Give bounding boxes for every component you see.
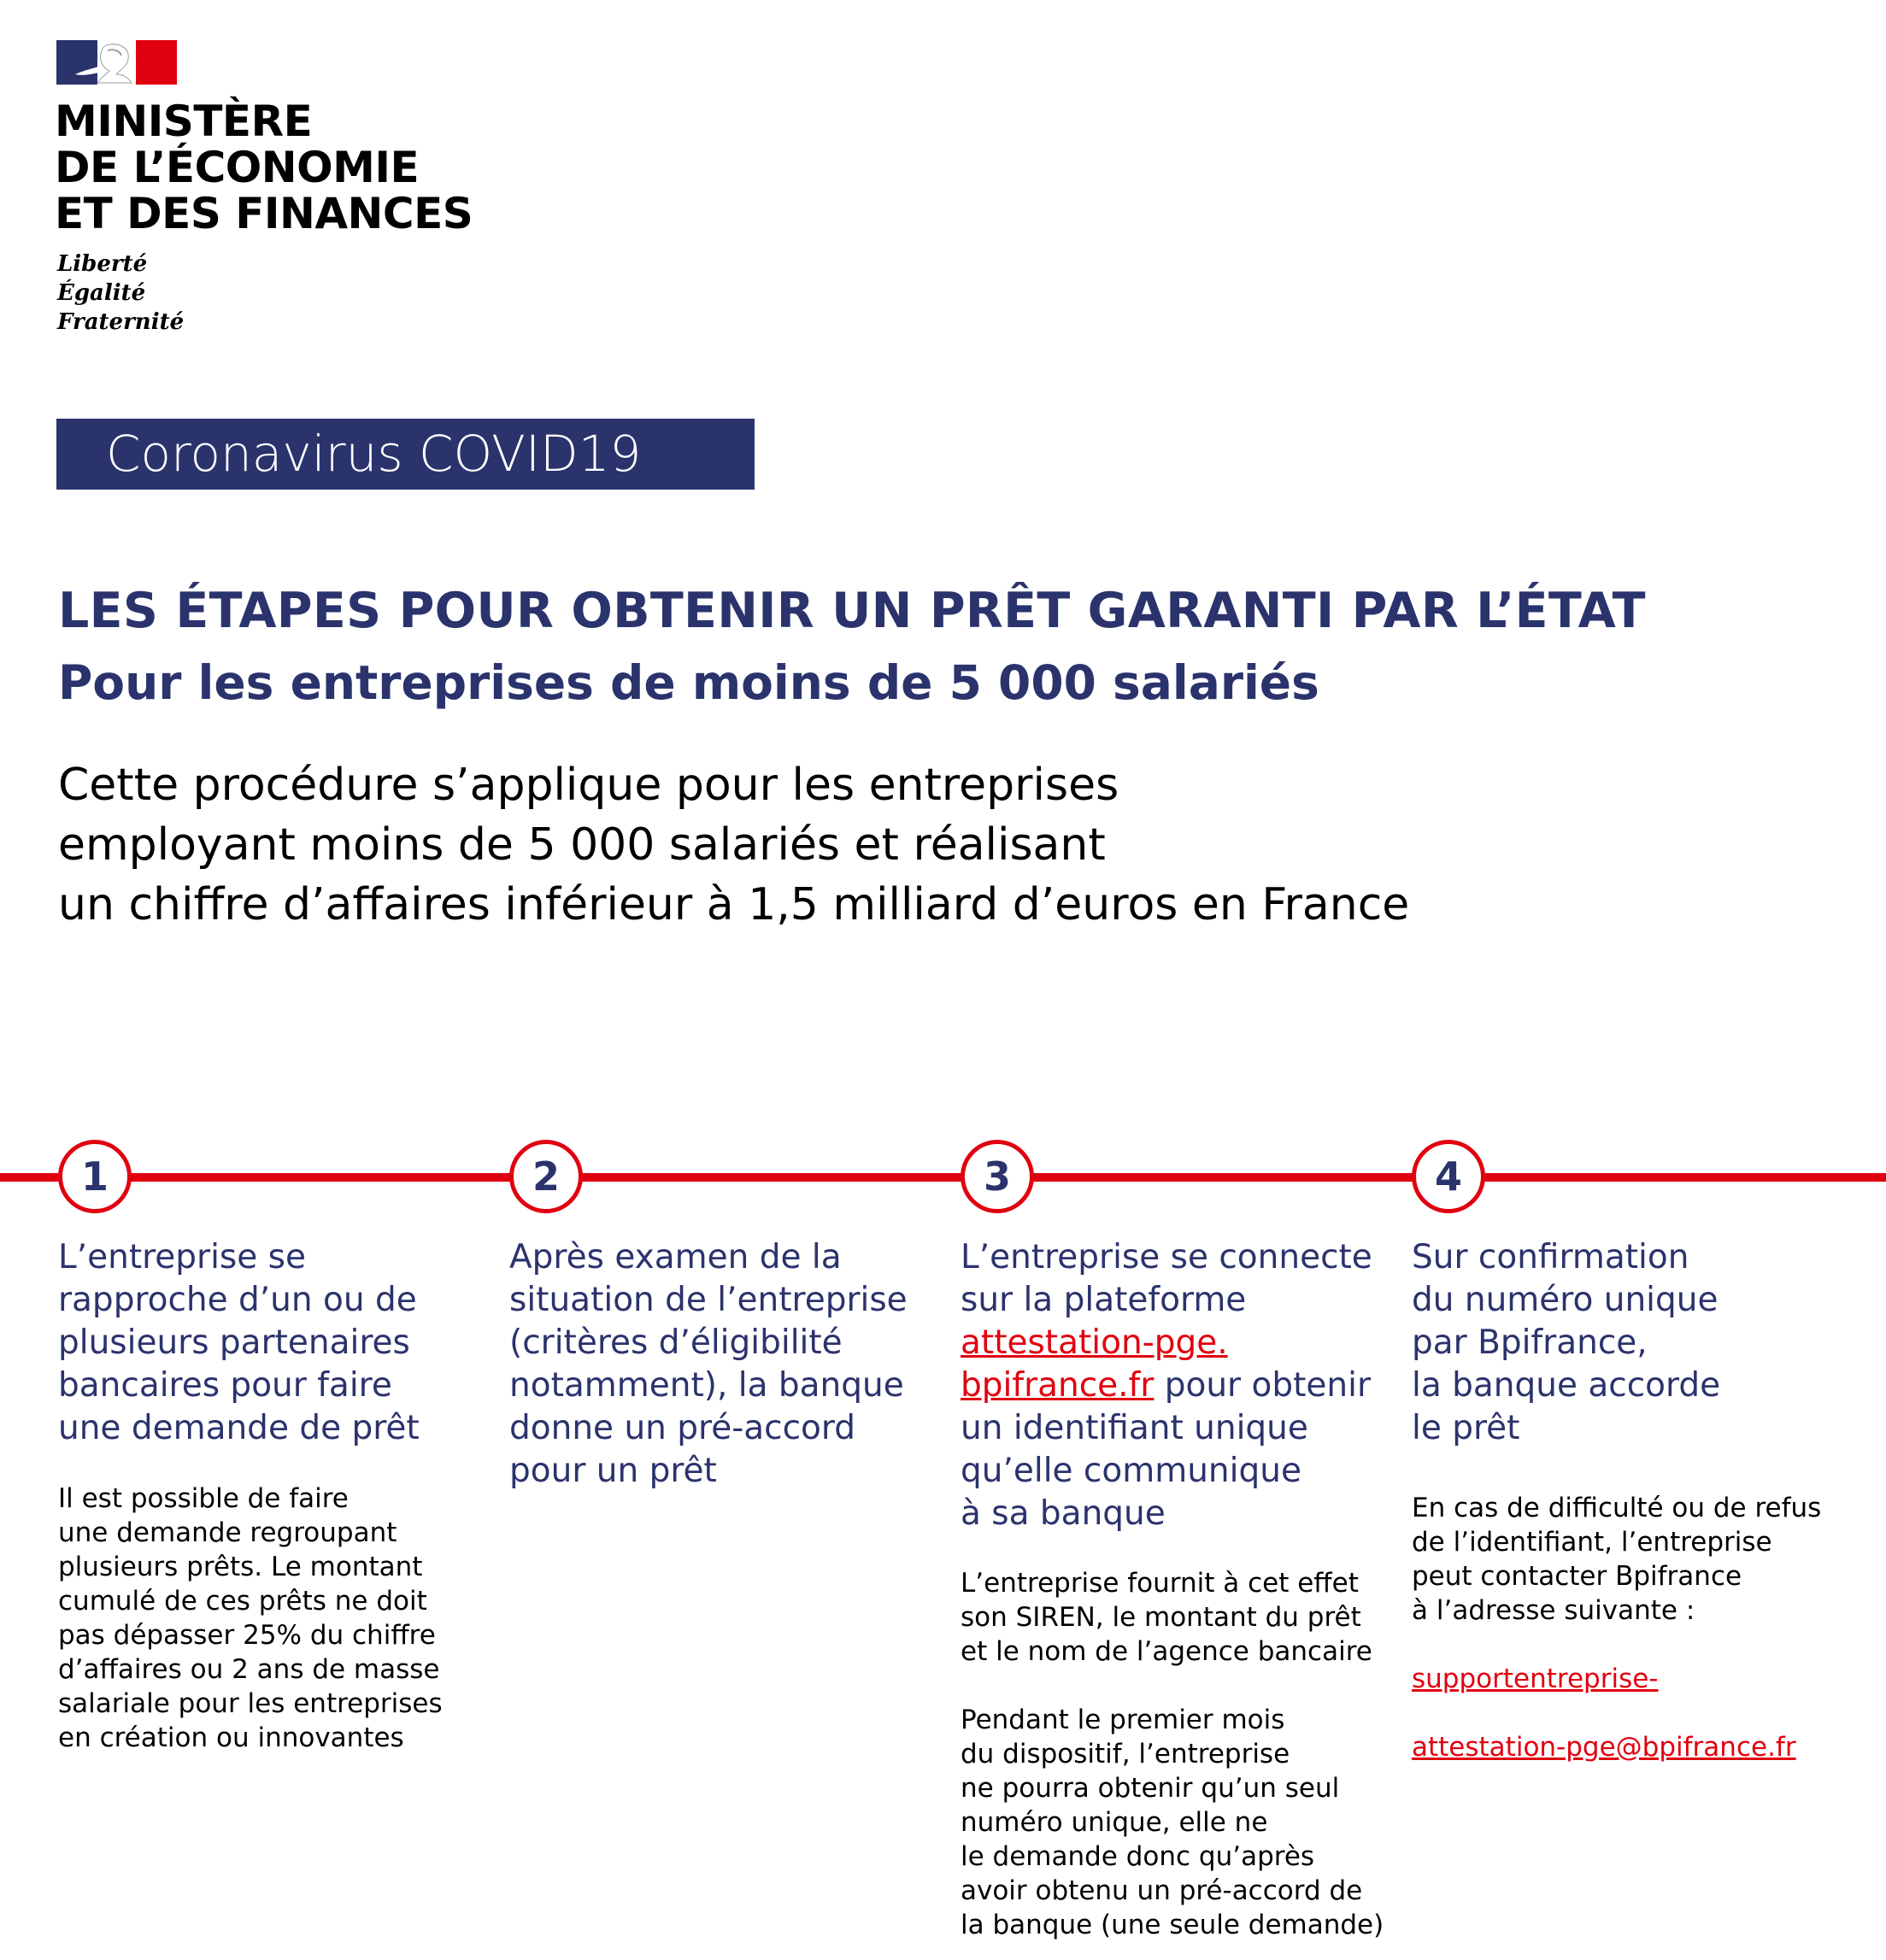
motto-egalite: Égalité <box>57 280 146 306</box>
timeline-line <box>0 1173 1886 1182</box>
support-email-link[interactable] <box>1412 1628 1796 1799</box>
marianne-logo-icon <box>56 40 177 85</box>
step-1-note: Il est possible de faire une demande regroupant plusieurs prêts. Le montant cumulé de ces prêts ne doit pas dépasser 25% du chiffre d’affaires ou 2 ans de masse salariale pour les entreprises en création ou innovantes <box>58 1483 443 1753</box>
page-title: LES ÉTAPES POUR OBTENIR UN PRÊT GARANTI PAR L’ÉTAT <box>58 583 1646 639</box>
platform-link-part-1[interactable]: attestation-pge. <box>961 1323 1228 1362</box>
step-3-number: 3 <box>983 1153 1011 1200</box>
step-2-title: Après examen de la situation de l’entreprise (critères d’éligibilité notamment), la banque donne un pré-accord pour un prêt <box>509 1238 908 1490</box>
motto-fraternite: Fraternité <box>57 309 185 335</box>
step-1-title: L’entreprise se rapproche d’un ou de plusieurs partenaires bancaires pour faire une demande de prêt <box>58 1238 420 1447</box>
step-3-title <box>961 1236 1372 1535</box>
step-3-title-line-2: sur la plateforme <box>961 1281 1247 1319</box>
step-3-note-1: L’entreprise fournit à cet effet son SIREN, le montant du prêt et le nom de l’agence bancaire <box>961 1568 1372 1667</box>
step-3-title-after-link: pour obtenir <box>1154 1366 1371 1405</box>
intro-line-2: employant moins de 5 000 salariés et réalisant <box>58 819 1106 871</box>
step-2-number: 2 <box>532 1153 560 1200</box>
step-1-circle <box>58 1140 132 1213</box>
intro-line-1: Cette procédure s’applique pour les entreprises <box>58 760 1119 811</box>
platform-link-part-2[interactable]: bpifrance.fr <box>961 1366 1155 1405</box>
step-3-circle <box>961 1140 1034 1213</box>
support-email-line-2[interactable]: attestation-pge@bpifrance.fr <box>1412 1732 1796 1763</box>
step-4-number: 4 <box>1434 1153 1462 1200</box>
step-4-circle <box>1412 1140 1485 1213</box>
step-4-note: En cas de difficulté ou de refus de l’identifiant, l’entreprise peut contacter Bpifrance à l’adresse suivante : <box>1412 1493 1822 1626</box>
step-3-note-2: Pendant le premier mois du dispositif, l’entreprise ne pourra obtenir qu’un seul numéro unique, elle ne le demande donc qu’après avoir obtenu un pré-accord de la banque (une seule demande) <box>961 1705 1384 1940</box>
intro-line-3: un chiffre d’affaires inférieur à 1,5 milliard d’euros en France <box>58 879 1410 930</box>
ministry-name-line-3: ET DES FINANCES <box>55 189 473 238</box>
step-4-title: Sur confirmation du numéro unique par Bpifrance, la banque accorde le prêt <box>1412 1238 1721 1447</box>
step-1-number: 1 <box>80 1153 109 1200</box>
step-3-title-rest: un identifiant unique qu’elle communique à sa banque <box>961 1409 1308 1533</box>
step-3-title-line-1: L’entreprise se connecte <box>961 1238 1372 1276</box>
motto-liberte: Liberté <box>57 251 148 277</box>
ministry-name-line-2: DE L’ÉCONOMIE <box>55 143 420 192</box>
covid-banner-label: Coronavirus COVID19 <box>106 425 642 483</box>
support-email-line-1[interactable]: supportentreprise- <box>1412 1664 1659 1694</box>
step-2-circle <box>509 1140 583 1213</box>
page-subtitle: Pour les entreprises de moins de 5 000 salariés <box>58 655 1319 710</box>
ministry-name-line-1: MINISTÈRE <box>55 97 313 146</box>
